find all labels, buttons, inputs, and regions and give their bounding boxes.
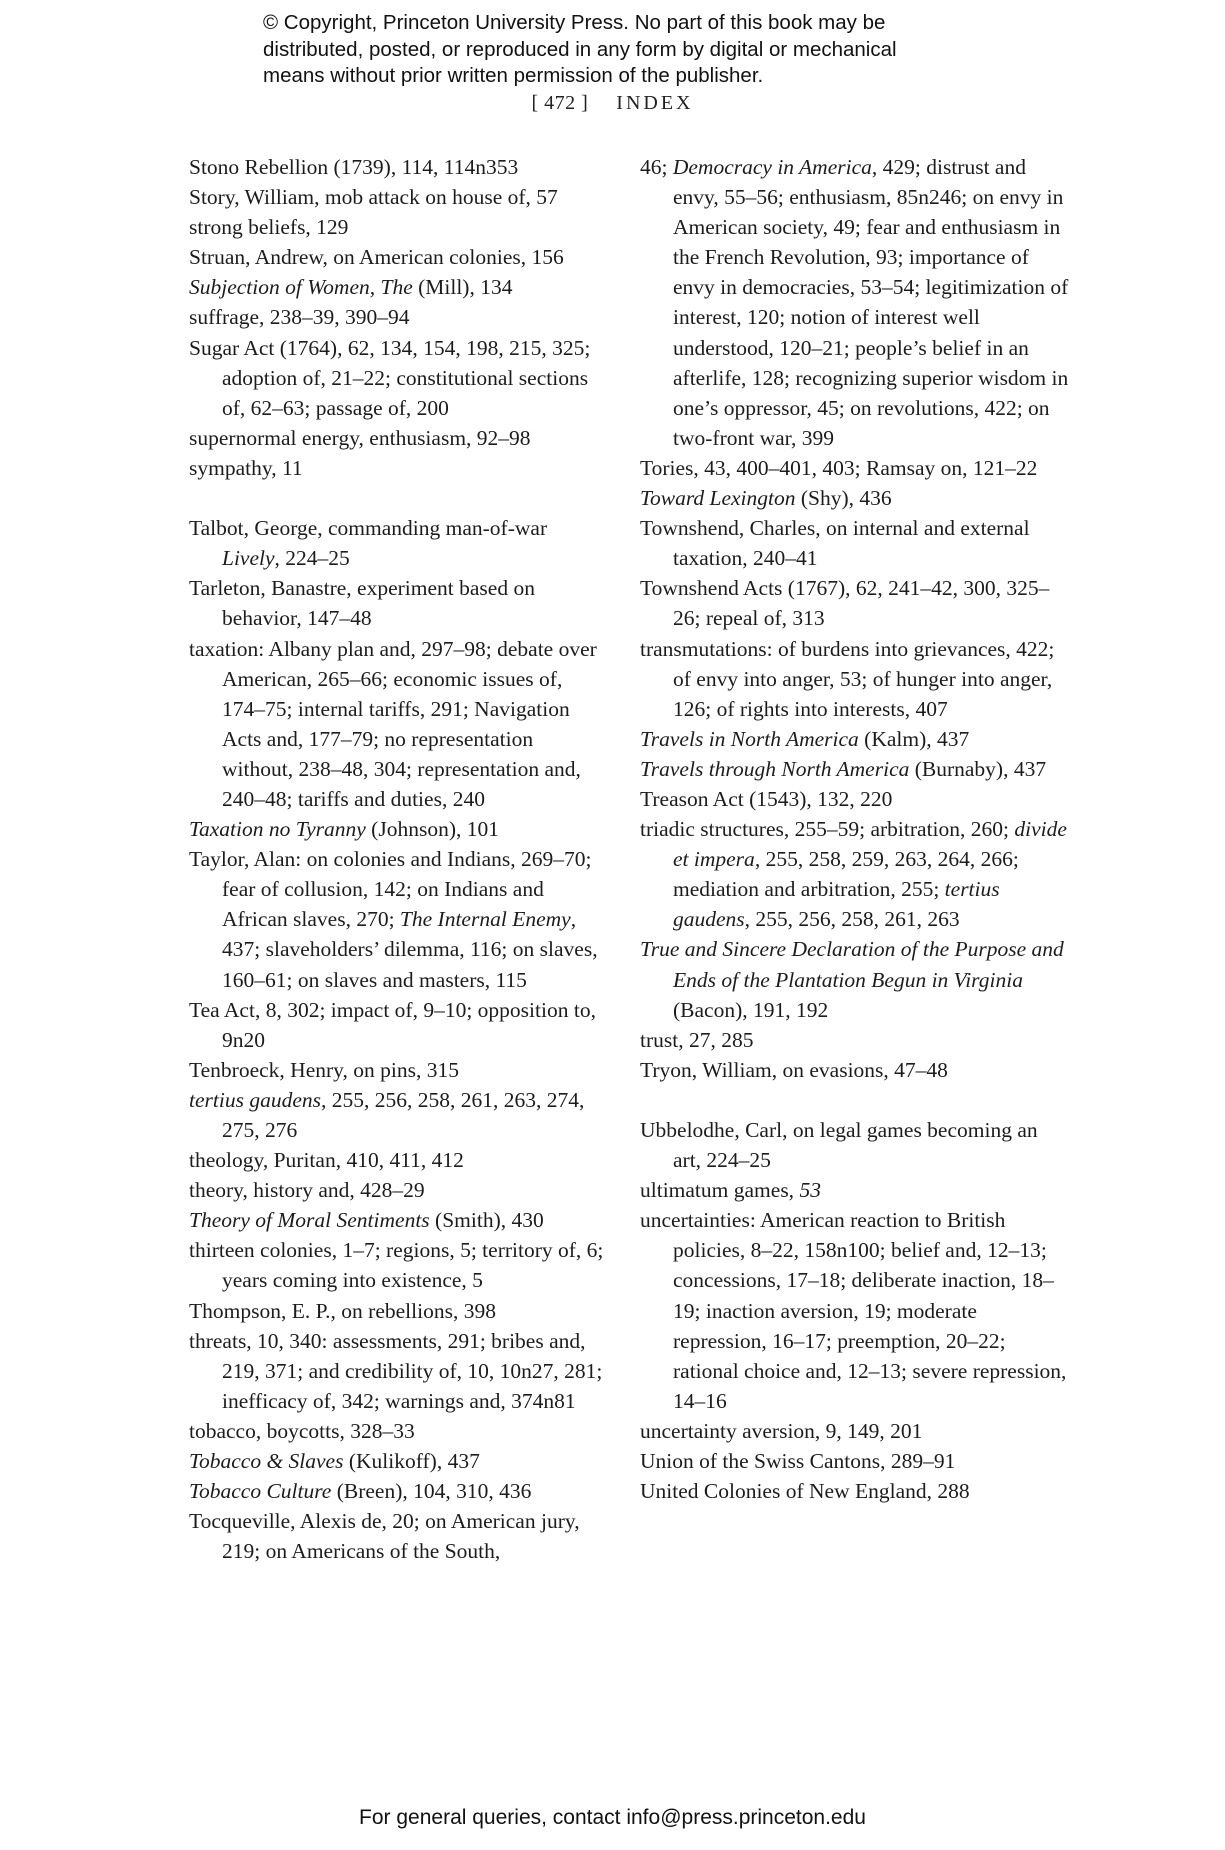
index-entry: Tobacco Culture (Breen), 104, 310, 436 bbox=[189, 1479, 532, 1504]
footer-contact: For general queries, contact info@press.princeton.edu bbox=[359, 1806, 866, 1829]
index-entry: Toward Lexington (Shy), 436 bbox=[640, 486, 892, 511]
copyright-line: © Copyright, Princeton University Press. No part of this book may be bbox=[263, 11, 886, 34]
running-head bbox=[0, 92, 1225, 115]
section-title: INDEX bbox=[616, 92, 694, 114]
index-entry: strong beliefs, 129 bbox=[189, 215, 349, 240]
index-column-right bbox=[640, 152, 1070, 1506]
index-entry: Union of the Swiss Cantons, 289–91 bbox=[640, 1449, 956, 1474]
index-entry: Townshend, Charles, on internal and external taxation, 240–41 bbox=[640, 516, 1030, 571]
index-entry: Subjection of Women, The (Mill), 134 bbox=[189, 275, 513, 300]
copyright-notice bbox=[263, 10, 983, 90]
page-number: [ 472 ] bbox=[531, 92, 589, 114]
index-entry: uncertainties: American reaction to British policies, 8–22, 158n100; belief and, 12–13; concessions, 17–18; deliberate inaction, 18–19; inaction aversion, 19; moderate repression, 16–17; preemption, 20–22; rational choice and, 12–13; severe repression, 14–16 bbox=[640, 1208, 1067, 1413]
index-entry: threats, 10, 340: assessments, 291; bribes and, 219, 371; and credibility of, 10, 10n27, 281; inefficacy of, 342; warnings and, 374n81 bbox=[189, 1328, 603, 1413]
index-entry: Taxation no Tyranny (Johnson), 101 bbox=[189, 817, 499, 842]
index-entry: Theory of Moral Sentiments (Smith), 430 bbox=[189, 1208, 544, 1233]
index-entry: uncertainty aversion, 9, 149, 201 bbox=[640, 1418, 923, 1443]
index-entry: tobacco, boycotts, 328–33 bbox=[189, 1418, 415, 1443]
index-entry: thirteen colonies, 1–7; regions, 5; territory of, 6; years coming into existence, 5 bbox=[189, 1238, 604, 1293]
index-entry: theory, history and, 428–29 bbox=[189, 1178, 425, 1203]
index-entry: Thompson, E. P., on rebellions, 398 bbox=[189, 1298, 496, 1323]
index-entry: sympathy, 11 bbox=[189, 455, 303, 480]
index-entry: ultimatum games, 53 bbox=[640, 1178, 821, 1203]
index-entry: True and Sincere Declaration of the Purpose and Ends of the Plantation Begun in Virginia (Bacon), 191, 192 bbox=[640, 937, 1064, 1022]
index-entry: triadic structures, 255–59; arbitration, 260; divide et impera, 255, 258, 259, 263, 264, 266; mediation and arbitration, 255; tertius gaudens, 255, 256, 258, 261, 263 bbox=[640, 817, 1067, 932]
index-entry: trust, 27, 285 bbox=[640, 1027, 754, 1052]
index-entry: Treason Act (1543), 132, 220 bbox=[640, 786, 893, 811]
index-entry: transmutations: of burdens into grievances, 422; of envy into anger, 53; of hunger into anger, 126; of rights into interests, 407 bbox=[640, 636, 1055, 721]
copyright-line: means without prior written permission of the publisher. bbox=[263, 64, 764, 87]
letter-group-gap bbox=[640, 1085, 1070, 1115]
index-entry: taxation: Albany plan and, 297–98; debate over American, 265–66; economic issues of, 174–75; internal tariffs, 291; Navigation Acts and, 177–79; no representation without, 238–48, 304; representation and, 240–48; tariffs and duties, 240 bbox=[189, 636, 597, 811]
index-entry: United Colonies of New England, 288 bbox=[640, 1479, 970, 1504]
index-entry: Tories, 43, 400–401, 403; Ramsay on, 121–22 bbox=[640, 455, 1038, 480]
index-entry: Talbot, George, commanding man-of-war Lively, 224–25 bbox=[189, 516, 548, 571]
index-entry: Tobacco & Slaves (Kulikoff), 437 bbox=[189, 1449, 480, 1474]
index-entry: Struan, Andrew, on American colonies, 156 bbox=[189, 245, 564, 270]
letter-group-gap bbox=[189, 483, 609, 513]
index-entry: Tryon, William, on evasions, 47–48 bbox=[640, 1057, 948, 1082]
index-column-left bbox=[189, 152, 609, 1566]
index-entry: Tocqueville, Alexis de, 20; on American jury, 219; on Americans of the South, bbox=[189, 1509, 580, 1564]
index-entry: Travels in North America (Kalm), 437 bbox=[640, 726, 970, 751]
index-entry: 46; Democracy in America, 429; distrust and envy, 55–56; enthusiasm, 85n246; on envy in American society, 49; fear and enthusiasm in the French Revolution, 93; importance of envy in democracies, 53–54; legitimization of interest, 120; notion of interest well understood, 120–21; people’s belief in an afterlife, 128; recognizing superior wisdom in one’s oppressor, 45; on revolutions, 422; on two-front war, 399 bbox=[640, 155, 1069, 450]
index-entry: Sugar Act (1764), 62, 134, 154, 198, 215, 325; adoption of, 21–22; constitutional sections of, 62–63; passage of, 200 bbox=[189, 335, 591, 420]
index-entry: theology, Puritan, 410, 411, 412 bbox=[189, 1148, 464, 1173]
index-entry: Townshend Acts (1767), 62, 241–42, 300, 325–26; repeal of, 313 bbox=[640, 576, 1050, 631]
index-entry: Tarleton, Banastre, experiment based on behavior, 147–48 bbox=[189, 576, 535, 631]
index-entry: Story, William, mob attack on house of, 57 bbox=[189, 185, 558, 210]
index-entry: tertius gaudens, 255, 256, 258, 261, 263, 274, 275, 276 bbox=[189, 1087, 585, 1142]
index-entry: supernormal energy, enthusiasm, 92–98 bbox=[189, 425, 531, 450]
index-entry: Stono Rebellion (1739), 114, 114n353 bbox=[189, 155, 519, 179]
index-entry: Tea Act, 8, 302; impact of, 9–10; opposition to, 9n20 bbox=[189, 997, 596, 1052]
copyright-line: distributed, posted, or reproduced in any form by digital or mechanical bbox=[263, 37, 897, 61]
index-entry: Travels through North America (Burnaby), 437 bbox=[640, 756, 1047, 781]
index-entry: suffrage, 238–39, 390–94 bbox=[189, 305, 410, 330]
index-entry: Ubbelodhe, Carl, on legal games becoming an art, 224–25 bbox=[640, 1118, 1038, 1173]
index-entry: Taylor, Alan: on colonies and Indians, 269–70; fear of collusion, 142; on Indians and African slaves, 270; The Internal Enemy, 437; slaveholders’ dilemma, 116; on slaves, 160–61; on slaves and masters, 115 bbox=[189, 847, 598, 992]
index-entry: Tenbroeck, Henry, on pins, 315 bbox=[189, 1057, 459, 1082]
